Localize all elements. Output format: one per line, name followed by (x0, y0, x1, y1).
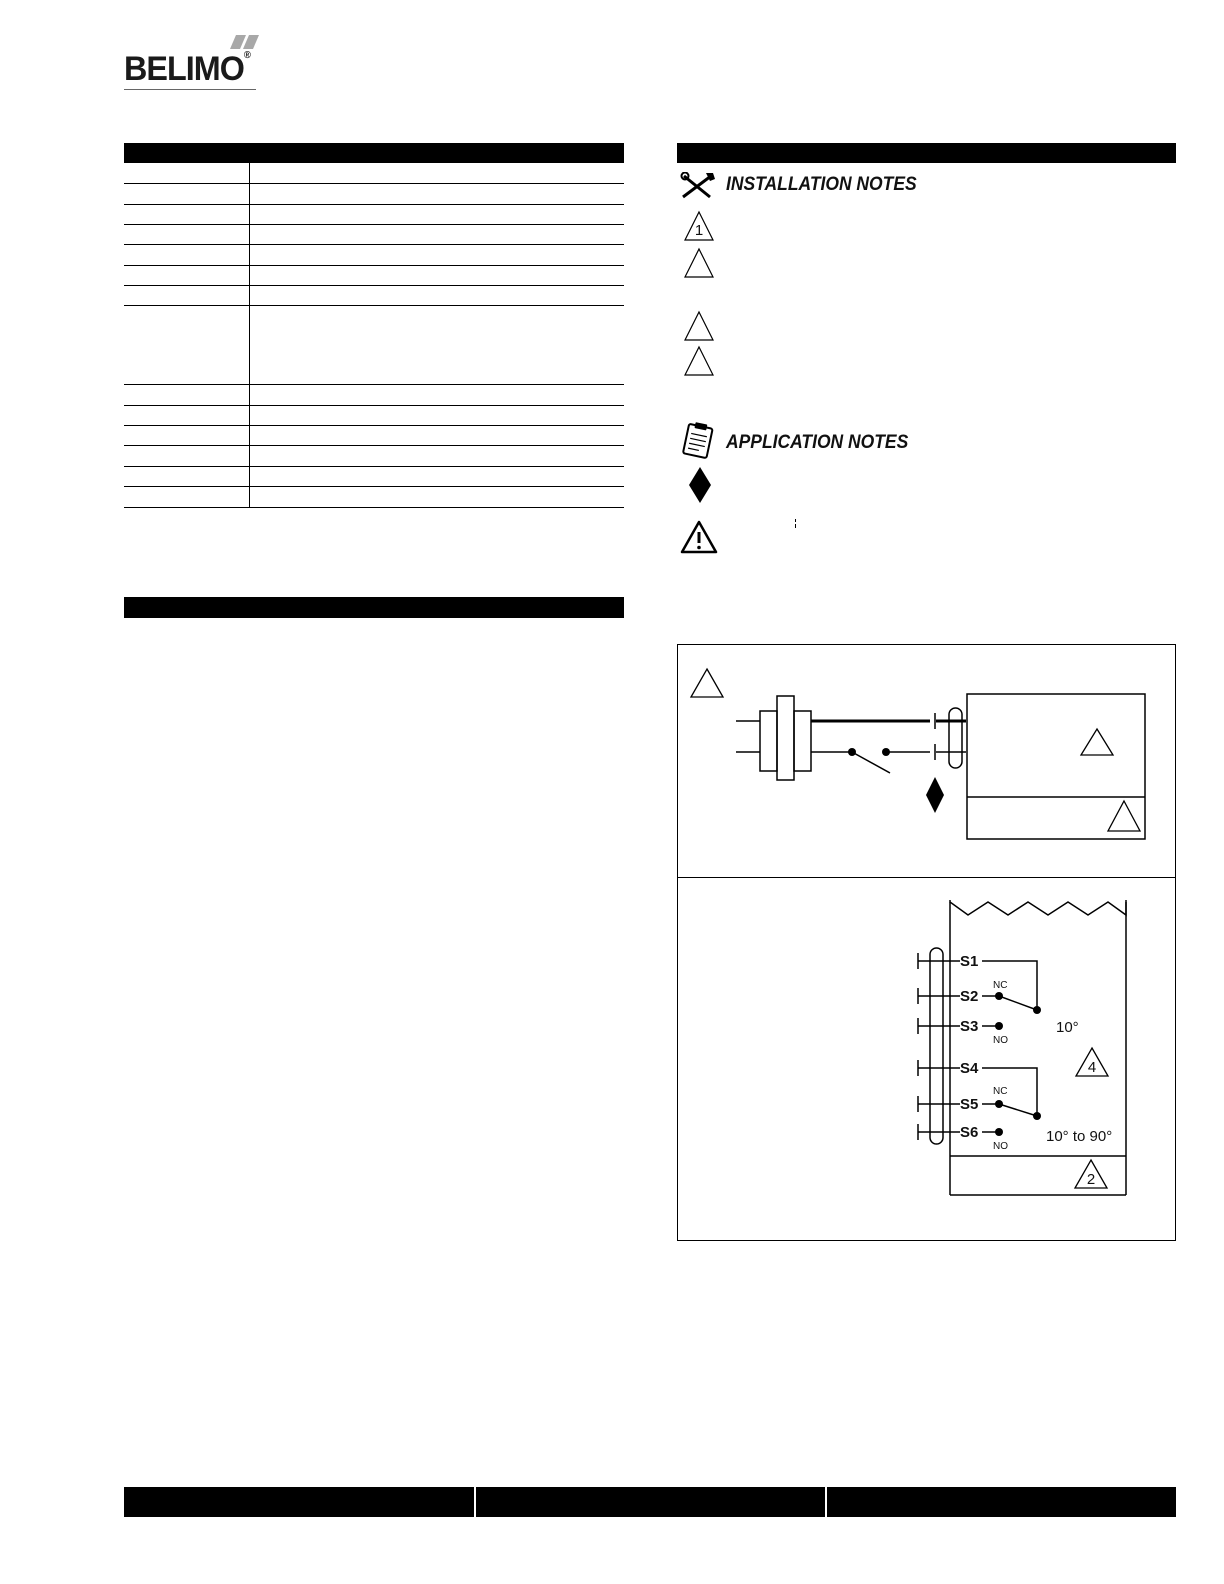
transformer-right (794, 711, 811, 771)
footer-bar-center (476, 1487, 825, 1517)
application-notes-title: APPLICATION NOTES (726, 432, 909, 453)
terminal-s3-contact: NO (993, 1035, 1008, 1046)
diamond-icon (688, 466, 712, 504)
spec-table-header-bar (124, 143, 624, 163)
spec-table-row-line (124, 204, 624, 205)
spec-table (124, 163, 624, 508)
spec-table-row-line (124, 445, 624, 446)
switch-marker-icon (1076, 1048, 1108, 1076)
logo-underline (124, 89, 256, 90)
spec-table-row-line (124, 507, 624, 508)
bottom-marker-number: 2 (1086, 1171, 1096, 1188)
note-marker-1-icon (683, 210, 715, 242)
switch2-angle: 10° to 90° (1046, 1128, 1113, 1145)
spec-table-row-line (124, 384, 624, 385)
spec-table-row-line (124, 285, 624, 286)
terminal-s5-label: S5 (960, 1096, 979, 1113)
terminal-s4-label: S4 (960, 1060, 979, 1077)
diagram-marker-icon (691, 669, 723, 697)
logo-slashes-icon (230, 35, 260, 49)
spec-table-column-divider (249, 163, 250, 508)
transformer-core (777, 696, 794, 780)
warning-icon (680, 520, 718, 554)
notes-header-bar (677, 143, 1176, 163)
terminal-s2-contact: NC (993, 980, 1008, 991)
clipboard-icon (679, 420, 717, 460)
spec-table-row-line (124, 305, 624, 306)
actuator-box (967, 694, 1145, 839)
power-wiring-diagram (678, 645, 1175, 877)
bottom-marker-icon (1075, 1160, 1107, 1188)
footer-bar-left (124, 1487, 474, 1517)
terminal-s3-label: S3 (960, 1018, 979, 1035)
section-header-bar (124, 597, 624, 618)
tools-icon (680, 172, 716, 200)
footer-bar-right (827, 1487, 1176, 1517)
spec-table-row-line (124, 244, 624, 245)
wiring-diagram-divider (677, 877, 1176, 878)
logo-text: BELIMO® (124, 50, 250, 88)
switch-cable-loop (930, 948, 943, 1144)
switch1-angle: 10° (1056, 1019, 1079, 1036)
terminal-s6-label: S6 (960, 1124, 979, 1141)
cable-loop (949, 708, 962, 768)
spec-table-row-line (124, 486, 624, 487)
actuator-marker-icon (1081, 729, 1113, 755)
spec-table-row-line (124, 425, 624, 426)
terminal-s6-contact: NO (993, 1141, 1008, 1152)
terminal-s2 (918, 980, 1041, 1014)
switch-wiring-diagram (678, 880, 1175, 1240)
note-marker-2-icon (683, 247, 715, 279)
terminal-s2-label: S2 (960, 988, 979, 1005)
note-marker-4-icon (683, 345, 715, 377)
transformer-left (760, 711, 777, 771)
spec-table-row-line (124, 183, 624, 184)
stray-mark (795, 519, 797, 529)
note-marker-3-icon (683, 310, 715, 342)
installation-notes-title: INSTALLATION NOTES (726, 174, 917, 195)
terminal-s3 (918, 1018, 1008, 1046)
terminal-s5-contact: NC (993, 1086, 1008, 1097)
spec-table-row-line (124, 466, 624, 467)
belimo-logo (124, 32, 264, 94)
note-marker-1-number: 1 (694, 222, 704, 239)
spec-table-row-line (124, 405, 624, 406)
switch-marker-number: 4 (1087, 1059, 1097, 1076)
terminal-s5 (918, 1086, 1041, 1120)
diagram-diamond-icon (926, 777, 944, 813)
actuator-base-marker-icon (1108, 801, 1140, 831)
spec-table-row-line (124, 265, 624, 266)
terminal-s1-label: S1 (960, 953, 979, 970)
terminal-s6 (918, 1124, 1008, 1152)
spec-table-row-line (124, 224, 624, 225)
